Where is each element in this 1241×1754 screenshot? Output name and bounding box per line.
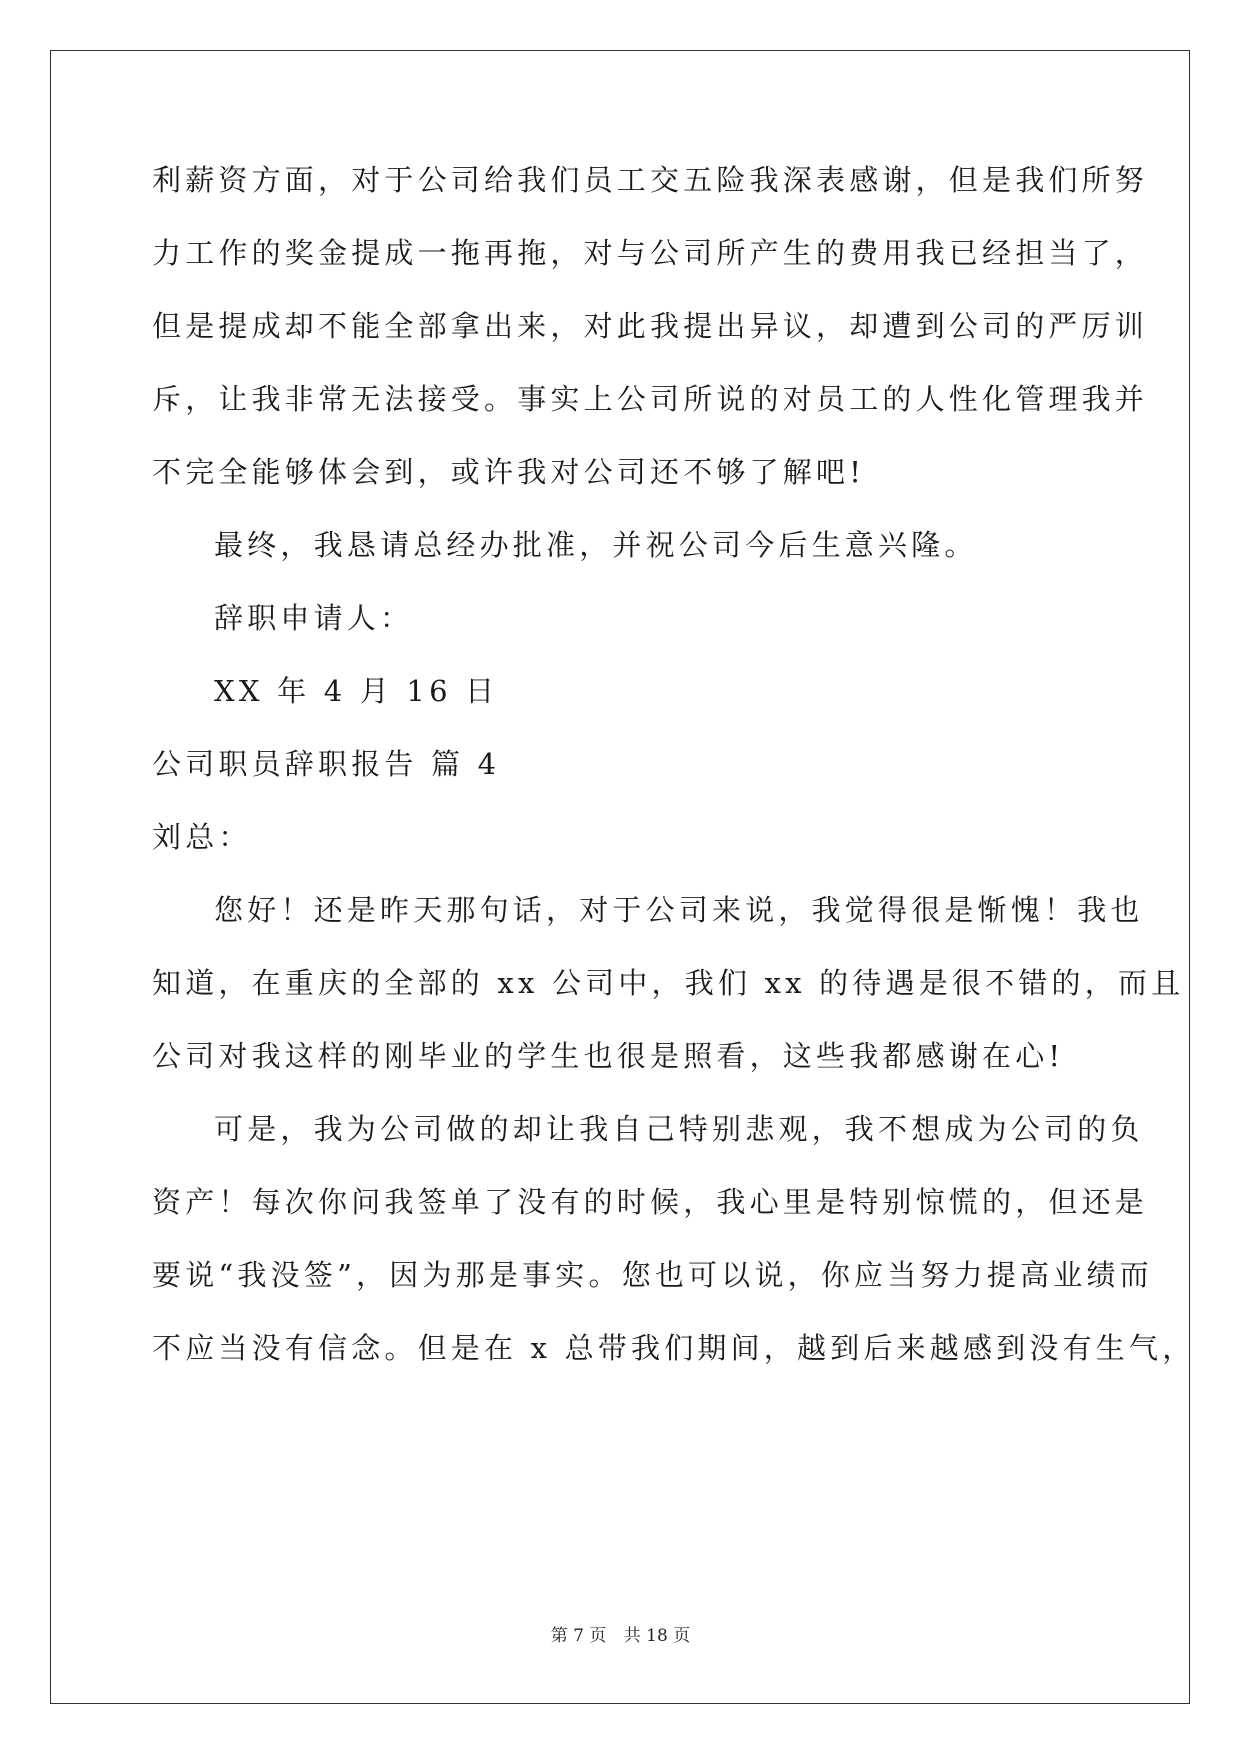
text-line: 不应当没有信念。但是在 x 总带我们期间，越到后来越感到没有生气， [152, 1331, 1196, 1365]
text-line: 力工作的奖金提成一拖再拖，对与公司所产生的费用我已经担当了， [152, 236, 1149, 270]
page-footer [0, 1625, 1241, 1647]
text-line: 要说“我没签”，因为那是事实。您也可以说，你应当努力提高业绩而 [152, 1258, 1153, 1292]
closing-paragraph: 最终，我恳请总经办批准，并祝公司今后生意兴隆。 [214, 528, 978, 562]
text-line: 但是提成却不能全部拿出来，对此我提出异议，却遭到公司的严厉训 [152, 309, 1149, 343]
text-line: 知道，在重庆的全部的 xx 公司中，我们 xx 的待遇是很不错的，而且 [152, 966, 1185, 1000]
text-line: 利薪资方面，对于公司给我们员工交五险我深表感谢，但是我们所努 [152, 163, 1149, 197]
page-number: 第 7 页 [550, 1626, 607, 1646]
text-line: 资产！每次你问我签单了没有的时候，我心里是特别惊慌的，但还是 [152, 1185, 1149, 1219]
text-line: 斥，让我非常无法接受。事实上公司所说的对员工的人性化管理我并 [152, 382, 1149, 416]
date-line: XX 年 4 月 16 日 [214, 674, 499, 708]
signature-label: 辞职申请人： [214, 601, 414, 635]
text-line: 公司对我这样的刚毕业的学生也很是照看，这些我都感谢在心! [152, 1039, 1065, 1073]
section-heading: 公司职员辞职报告 篇 4 [152, 747, 501, 781]
page-border [50, 50, 1190, 1704]
text-line: 可是，我为公司做的却让我自己特别悲观，我不想成为公司的负 [214, 1112, 1144, 1146]
salutation: 刘总： [152, 820, 252, 854]
text-line: 您好！还是昨天那句话，对于公司来说，我觉得很是惭愧！我也 [214, 893, 1144, 927]
text-line: 不完全能够体会到，或许我对公司还不够了解吧! [152, 455, 866, 489]
page-total: 共 18 页 [623, 1626, 691, 1646]
